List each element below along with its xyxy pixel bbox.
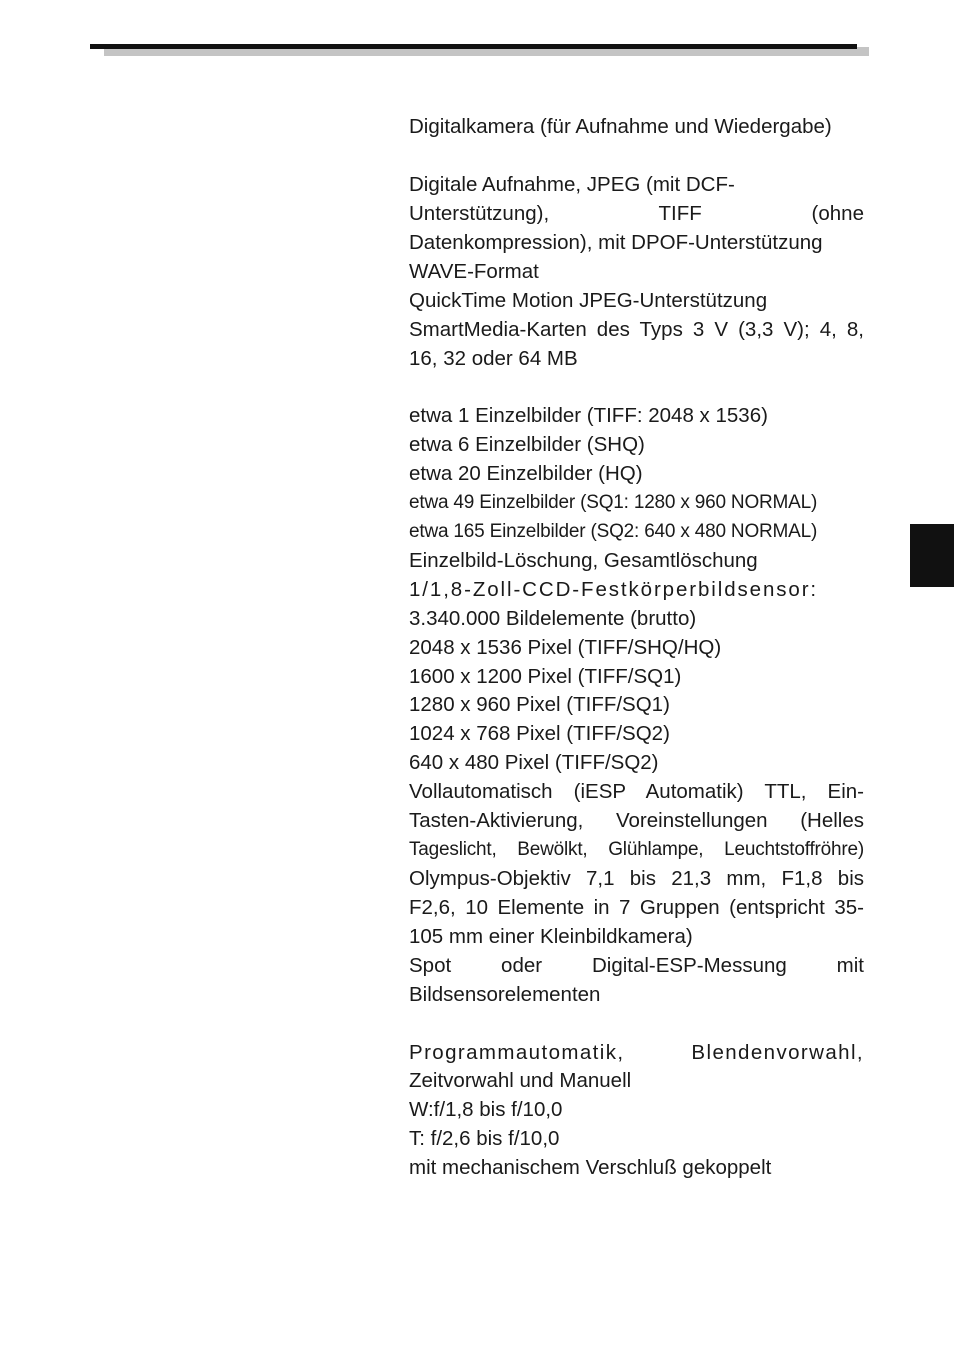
- spec-line: etwa 49 Einzelbilder (SQ1: 1280 x 960 NORMAL): [409, 492, 818, 513]
- chapter-tab-marker: [910, 524, 954, 587]
- spec-line: 640 x 480 Pixel (TIFF/SQ2): [409, 751, 659, 774]
- spec-line: Digitalkamera (für Aufnahme und Wiedergabe): [409, 115, 832, 138]
- spec-line: 1024 x 768 Pixel (TIFF/SQ2): [409, 722, 670, 745]
- spec-line: Unterstützung), TIFF (ohne: [409, 202, 864, 225]
- spec-line: mit mechanischem Verschluß gekoppelt: [409, 1156, 772, 1179]
- spec-line: QuickTime Motion JPEG-Unterstützung: [409, 289, 768, 312]
- spec-line: etwa 20 Einzelbilder (HQ): [409, 462, 643, 485]
- spec-line: Bildsensorelementen: [409, 983, 601, 1006]
- spec-line: WAVE-Format: [409, 260, 539, 283]
- spec-line: 105 mm einer Kleinbildkamera): [409, 925, 693, 948]
- spec-line: SmartMedia-Karten des Typs 3 V (3,3 V); 4, 8,: [409, 318, 864, 341]
- spec-line: Spot oder Digital-ESP-Messung mit: [409, 954, 864, 977]
- spec-line: Olympus-Objektiv 7,1 bis 21,3 mm, F1,8 bis: [409, 867, 864, 890]
- spec-line: F2,6, 10 Elemente in 7 Gruppen (entspricht 35-: [409, 896, 864, 919]
- spec-line: 16, 32 oder 64 MB: [409, 347, 578, 370]
- spec-line: 3.340.000 Bildelemente (brutto): [409, 607, 697, 630]
- spec-line: Vollautomatisch (iESP Automatik) TTL, Ein-: [409, 780, 864, 803]
- spec-line: Einzelbild-Löschung, Gesamtlöschung: [409, 549, 758, 572]
- spec-line: W:f/1,8 bis f/10,0: [409, 1098, 563, 1121]
- spec-line: Tasten-Aktivierung, Voreinstellungen (Helles: [409, 809, 864, 832]
- spec-line: Datenkompression), mit DPOF-Unterstützung: [409, 231, 823, 254]
- spec-line: 1600 x 1200 Pixel (TIFF/SQ1): [409, 665, 682, 688]
- spec-line: Zeitvorwahl und Manuell: [409, 1069, 632, 1092]
- spec-line: etwa 1 Einzelbilder (TIFF: 2048 x 1536): [409, 404, 768, 427]
- spec-line: etwa 165 Einzelbilder (SQ2: 640 x 480 NORMAL): [409, 521, 818, 542]
- spec-line: Digitale Aufnahme, JPEG (mit DCF-: [409, 173, 735, 196]
- spec-line: T: f/2,6 bis f/10,0: [409, 1127, 560, 1150]
- spec-line: 1/1,8-Zoll-CCD-Festkörperbildsensor:: [409, 578, 819, 601]
- spec-line: 1280 x 960 Pixel (TIFF/SQ1): [409, 693, 670, 716]
- spec-line: Tageslicht, Bewölkt, Glühlampe, Leuchtstoffröhre): [409, 839, 864, 860]
- spec-line: etwa 6 Einzelbilder (SHQ): [409, 433, 645, 456]
- spec-line: 2048 x 1536 Pixel (TIFF/SHQ/HQ): [409, 636, 722, 659]
- spec-line: Programmautomatik, Blendenvorwahl,: [409, 1041, 864, 1064]
- header-rule: [90, 44, 857, 49]
